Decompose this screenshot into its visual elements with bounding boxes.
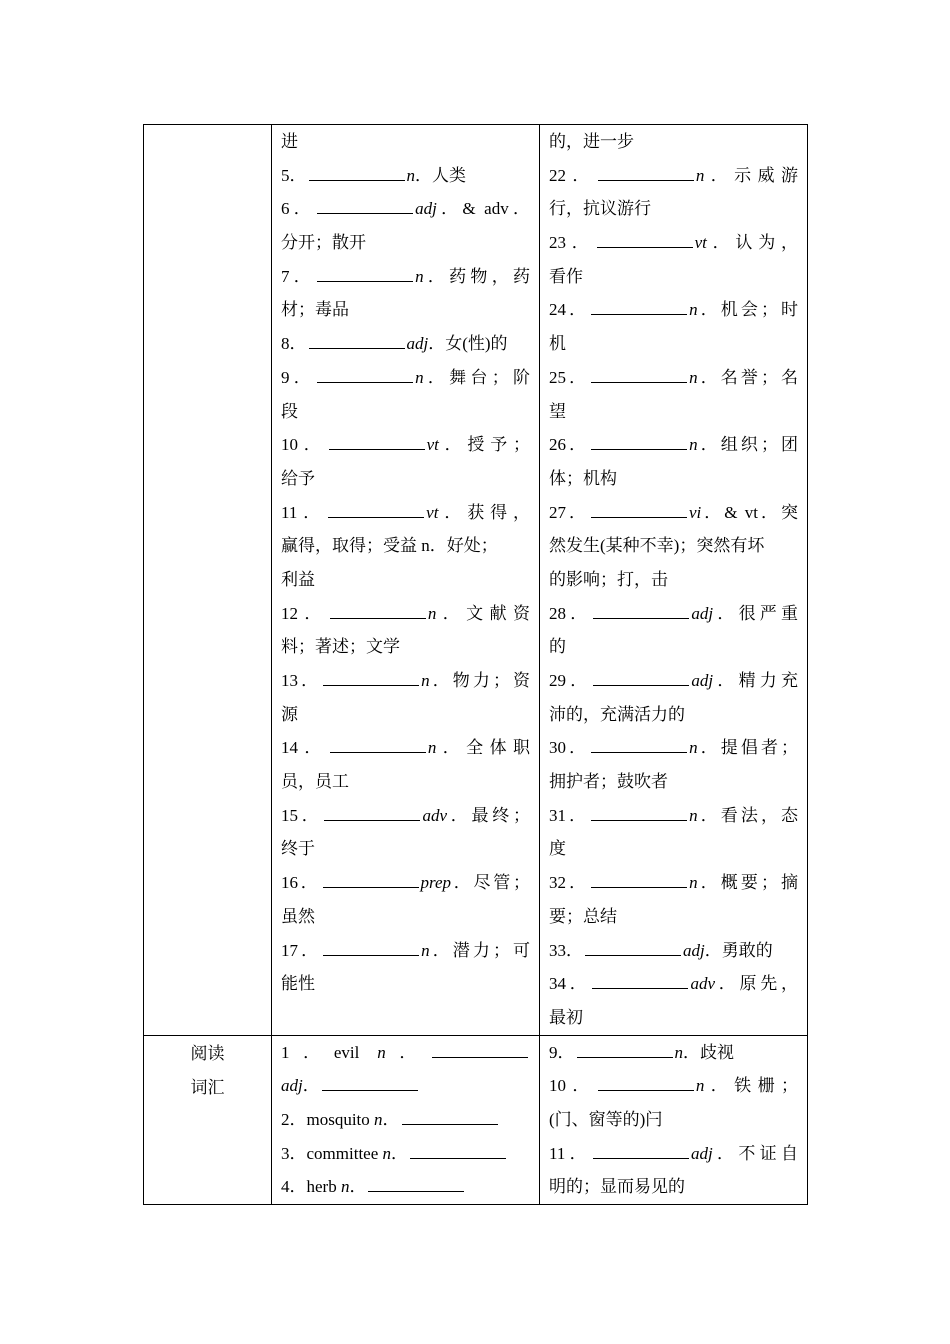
- part-of-speech: n: [377, 1042, 386, 1062]
- part-of-speech: n: [382, 1143, 392, 1163]
- definition-continued: 材；毒品: [281, 300, 349, 320]
- list-item: [549, 799, 798, 833]
- list-item: [281, 327, 530, 361]
- part-of-speech: adj: [406, 334, 429, 354]
- part-of-speech: n: [689, 873, 698, 893]
- answer-blank[interactable]: [432, 1043, 528, 1058]
- part-of-speech: n: [427, 738, 437, 758]
- list-item: [281, 428, 530, 462]
- part-of-speech: adj: [683, 940, 705, 960]
- list-item: [549, 496, 798, 530]
- item-number: 7．: [281, 266, 316, 286]
- category-cell: [144, 125, 272, 1036]
- continuation-text: 进: [281, 132, 298, 151]
- item-number: 13．: [281, 671, 322, 690]
- part-of-speech: vt: [426, 502, 439, 522]
- answer-blank[interactable]: [368, 1177, 464, 1192]
- part-of-speech: n: [427, 603, 437, 623]
- list-item: [549, 866, 798, 900]
- answer-blank[interactable]: [585, 941, 681, 956]
- answer-blank[interactable]: [324, 806, 420, 821]
- list-item: [549, 159, 798, 193]
- item-number: 28．: [549, 603, 592, 623]
- answer-blank[interactable]: [330, 604, 426, 619]
- part-of-speech: n: [689, 435, 698, 455]
- definition-continued: 度: [549, 839, 566, 859]
- item-number: 10．: [281, 435, 327, 455]
- part-of-speech: n: [695, 1076, 705, 1096]
- definition: ．机会；时: [697, 300, 799, 320]
- answer-blank[interactable]: [591, 738, 687, 753]
- item-number: 3．: [281, 1143, 307, 1163]
- definition: ．最终；: [447, 805, 530, 825]
- part-of-speech: n: [374, 1109, 383, 1129]
- word-list-cell: [272, 1035, 540, 1204]
- list-item: [281, 1103, 530, 1137]
- answer-blank[interactable]: [591, 435, 687, 450]
- punctuation: ．: [349, 1177, 367, 1197]
- answer-blank[interactable]: [329, 435, 425, 450]
- list-item: [549, 731, 798, 765]
- answer-blank[interactable]: [309, 166, 405, 181]
- item-number: 27．: [549, 502, 590, 522]
- category-cell: [144, 1035, 272, 1204]
- answer-blank[interactable]: [592, 974, 688, 989]
- part-of-speech: n: [689, 300, 698, 320]
- punctuation: ．: [302, 1076, 320, 1096]
- answer-blank[interactable]: [317, 199, 413, 214]
- item-number: 8．: [281, 334, 307, 354]
- item-number: 5．: [281, 165, 307, 185]
- definition-continued: 给予: [281, 468, 315, 488]
- definition: ．看法，态: [697, 805, 799, 825]
- definition: ．女(性)的: [428, 334, 508, 354]
- definition: ．勇敢的: [704, 940, 773, 960]
- item-number: 12．: [281, 603, 328, 623]
- part-of-speech: adv: [422, 805, 448, 825]
- table-row: [144, 125, 808, 1036]
- list-item-continued: [281, 1069, 530, 1103]
- part-of-speech: vt: [426, 435, 439, 455]
- definition: ．药物，药: [423, 266, 531, 286]
- item-number: 4．: [281, 1177, 307, 1197]
- answer-blank[interactable]: [330, 738, 426, 753]
- item-number: 10．: [549, 1076, 596, 1096]
- part-of-speech: n: [415, 367, 424, 387]
- word-list-cell: [540, 125, 808, 1036]
- answer-blank[interactable]: [402, 1110, 498, 1125]
- part-of-speech: n: [689, 367, 698, 387]
- item-number: 29．: [549, 671, 592, 690]
- definition-continued: 虽然: [281, 906, 315, 926]
- list-item: [549, 293, 798, 327]
- answer-blank[interactable]: [593, 671, 689, 686]
- answer-blank[interactable]: [328, 503, 424, 518]
- definition: ．很严重: [713, 603, 798, 623]
- item-number: 14．: [281, 738, 328, 758]
- item-number: 23．: [549, 233, 595, 253]
- answer-blank[interactable]: [591, 503, 687, 518]
- item-number: 32．: [549, 873, 590, 893]
- list-item: [281, 1036, 530, 1070]
- item-number: 11．: [281, 502, 327, 522]
- english-word: committee: [306, 1143, 379, 1163]
- definition-continued: 分开；散开: [281, 233, 366, 253]
- definition: ．人类: [415, 165, 466, 185]
- continuation-text: 的，进一步: [549, 132, 634, 151]
- list-item: [281, 1137, 530, 1171]
- definition-continued: 行，抗议游行: [549, 199, 651, 219]
- list-item: [549, 226, 798, 260]
- definition: ．名誉；名: [697, 367, 799, 387]
- definition: ．提倡者；: [697, 738, 799, 758]
- definition: ．组织；团: [697, 435, 799, 455]
- definition: ．& adv．: [436, 199, 530, 219]
- item-number: 26．: [549, 435, 590, 455]
- definition: ．精力充: [713, 671, 798, 690]
- list-item: [281, 799, 530, 833]
- list-item: [549, 1069, 798, 1103]
- definition-continued: 体；机构: [549, 468, 617, 488]
- item-number: 24．: [549, 300, 590, 320]
- part-of-speech: n: [689, 805, 698, 825]
- item-number: 25．: [549, 367, 590, 387]
- definition-continued: 终于: [281, 839, 315, 859]
- list-item: [549, 934, 798, 968]
- part-of-speech: n: [340, 1177, 350, 1197]
- definition-continued: 沛的，充满活力的: [549, 704, 685, 724]
- answer-blank[interactable]: [591, 300, 687, 315]
- category-label: 词汇: [190, 1077, 225, 1098]
- part-of-speech: adj: [691, 603, 714, 623]
- definition: ．不证自: [712, 1143, 798, 1163]
- definition-continued: 源: [281, 704, 298, 724]
- item-number: 15．: [281, 805, 323, 825]
- answer-blank[interactable]: [317, 267, 413, 282]
- part-of-speech: n: [695, 165, 705, 185]
- definition-continued: 望: [549, 401, 566, 421]
- item-number: 34．: [549, 974, 591, 994]
- answer-blank[interactable]: [577, 1043, 673, 1058]
- definition-continued: 拥护者；鼓吹者: [549, 772, 668, 792]
- answer-blank[interactable]: [593, 1144, 689, 1159]
- part-of-speech: adj: [281, 1076, 303, 1096]
- part-of-speech: adj: [691, 1143, 713, 1163]
- punctuation: ．: [385, 1042, 431, 1062]
- table-row: [144, 1035, 808, 1204]
- part-of-speech: n: [406, 165, 415, 185]
- definition-continued: 员，员工: [281, 772, 349, 792]
- part-of-speech: n: [689, 738, 698, 758]
- item-number: 16．: [281, 873, 321, 893]
- list-item: [281, 934, 530, 968]
- answer-blank[interactable]: [322, 1076, 418, 1091]
- list-item: [281, 1170, 530, 1204]
- item-number: 33．: [549, 940, 583, 960]
- definition-continued: 赢得，取得；受益 n．好处；: [281, 536, 498, 556]
- english-word: evil: [333, 1042, 360, 1062]
- definition-continued: 最初: [549, 1007, 583, 1027]
- list-item: [281, 260, 530, 294]
- definition-continued: 段: [281, 401, 298, 421]
- english-word: mosquito: [306, 1109, 370, 1129]
- definition: ．原先，: [715, 974, 798, 994]
- definition: ．授予；: [438, 435, 531, 455]
- definition-continued: (门、窗等的)闩: [549, 1109, 663, 1129]
- item-number: 9．: [281, 367, 316, 387]
- definition: ．潜力；可: [429, 940, 531, 960]
- definition: ．认为，: [706, 233, 799, 253]
- list-item: [549, 428, 798, 462]
- word-list-cell: [272, 125, 540, 1036]
- list-item: [549, 1137, 798, 1171]
- answer-blank[interactable]: [598, 1076, 694, 1091]
- item-number: 22．: [549, 165, 596, 185]
- list-item: [281, 866, 530, 900]
- item-number: 1．: [281, 1042, 334, 1062]
- list-item: [549, 664, 798, 698]
- part-of-speech: adj: [415, 199, 437, 219]
- item-number: 2．: [281, 1109, 307, 1129]
- list-item: [549, 361, 798, 395]
- answer-blank[interactable]: [309, 334, 405, 349]
- answer-blank[interactable]: [598, 166, 694, 181]
- vocabulary-table: [143, 124, 808, 1205]
- part-of-speech: n: [674, 1042, 683, 1062]
- definition: ．物力；资: [429, 671, 531, 690]
- answer-blank[interactable]: [591, 806, 687, 821]
- part-of-speech: adv: [690, 974, 716, 994]
- list-item: [281, 361, 530, 395]
- definition-continued: 料；著述；文学: [281, 637, 400, 657]
- definition: ．歧视: [683, 1042, 734, 1062]
- punctuation: ．: [391, 1143, 409, 1163]
- list-item: [281, 731, 530, 765]
- list-item: [549, 1036, 798, 1070]
- part-of-speech: vi: [689, 502, 702, 522]
- definition-continued: 看作: [549, 266, 583, 286]
- item-number: 17．: [281, 940, 322, 960]
- definition: ．全体职: [436, 738, 531, 758]
- answer-blank[interactable]: [323, 671, 419, 686]
- definition-continued: 然发生(某种不幸)；突然有坏: [549, 536, 765, 556]
- item-number: 31．: [549, 805, 590, 825]
- punctuation: ．: [382, 1109, 400, 1129]
- answer-blank[interactable]: [323, 873, 419, 888]
- part-of-speech: n: [421, 671, 430, 690]
- definition-continued: 利益: [281, 569, 315, 589]
- definition-continued: 的影响；打，击: [549, 569, 668, 589]
- definition-continued: 能性: [281, 974, 315, 994]
- definition: ．尽管；: [451, 873, 531, 893]
- definition: ．示威游: [704, 165, 799, 185]
- definition: ．舞台；阶: [423, 367, 531, 387]
- list-item: [281, 597, 530, 631]
- part-of-speech: prep: [420, 873, 452, 893]
- answer-blank[interactable]: [317, 368, 413, 383]
- list-item: [549, 597, 798, 631]
- definition: ．铁栅；: [704, 1076, 799, 1096]
- list-item: [549, 967, 798, 1001]
- part-of-speech: vt: [694, 233, 707, 253]
- list-item: [281, 496, 530, 530]
- answer-blank[interactable]: [410, 1144, 506, 1159]
- category-label: 阅读: [190, 1043, 225, 1064]
- answer-blank[interactable]: [597, 233, 693, 248]
- item-number: 30．: [549, 738, 590, 758]
- definition: ．& vt．突: [701, 502, 799, 522]
- word-list-cell: [540, 1035, 808, 1204]
- definition: ．获得，: [438, 502, 530, 522]
- part-of-speech: n: [421, 940, 430, 960]
- list-item: [281, 192, 530, 226]
- list-item: [281, 159, 530, 193]
- definition: ．文献资: [436, 603, 531, 623]
- list-item: [281, 664, 530, 698]
- definition-continued: 明的；显而易见的: [549, 1177, 685, 1197]
- definition-continued: 机: [549, 334, 566, 354]
- answer-blank[interactable]: [593, 604, 689, 619]
- definition: ．概要；摘: [697, 873, 799, 893]
- answer-blank[interactable]: [591, 368, 687, 383]
- item-number: 9．: [549, 1042, 575, 1062]
- answer-blank[interactable]: [591, 873, 687, 888]
- english-word: herb: [306, 1177, 337, 1197]
- definition-continued: 的: [549, 637, 566, 657]
- item-number: 6．: [281, 199, 316, 219]
- answer-blank[interactable]: [323, 941, 419, 956]
- item-number: 11．: [549, 1143, 591, 1163]
- part-of-speech: n: [415, 266, 424, 286]
- part-of-speech: adj: [691, 671, 714, 690]
- definition-continued: 要；总结: [549, 906, 617, 926]
